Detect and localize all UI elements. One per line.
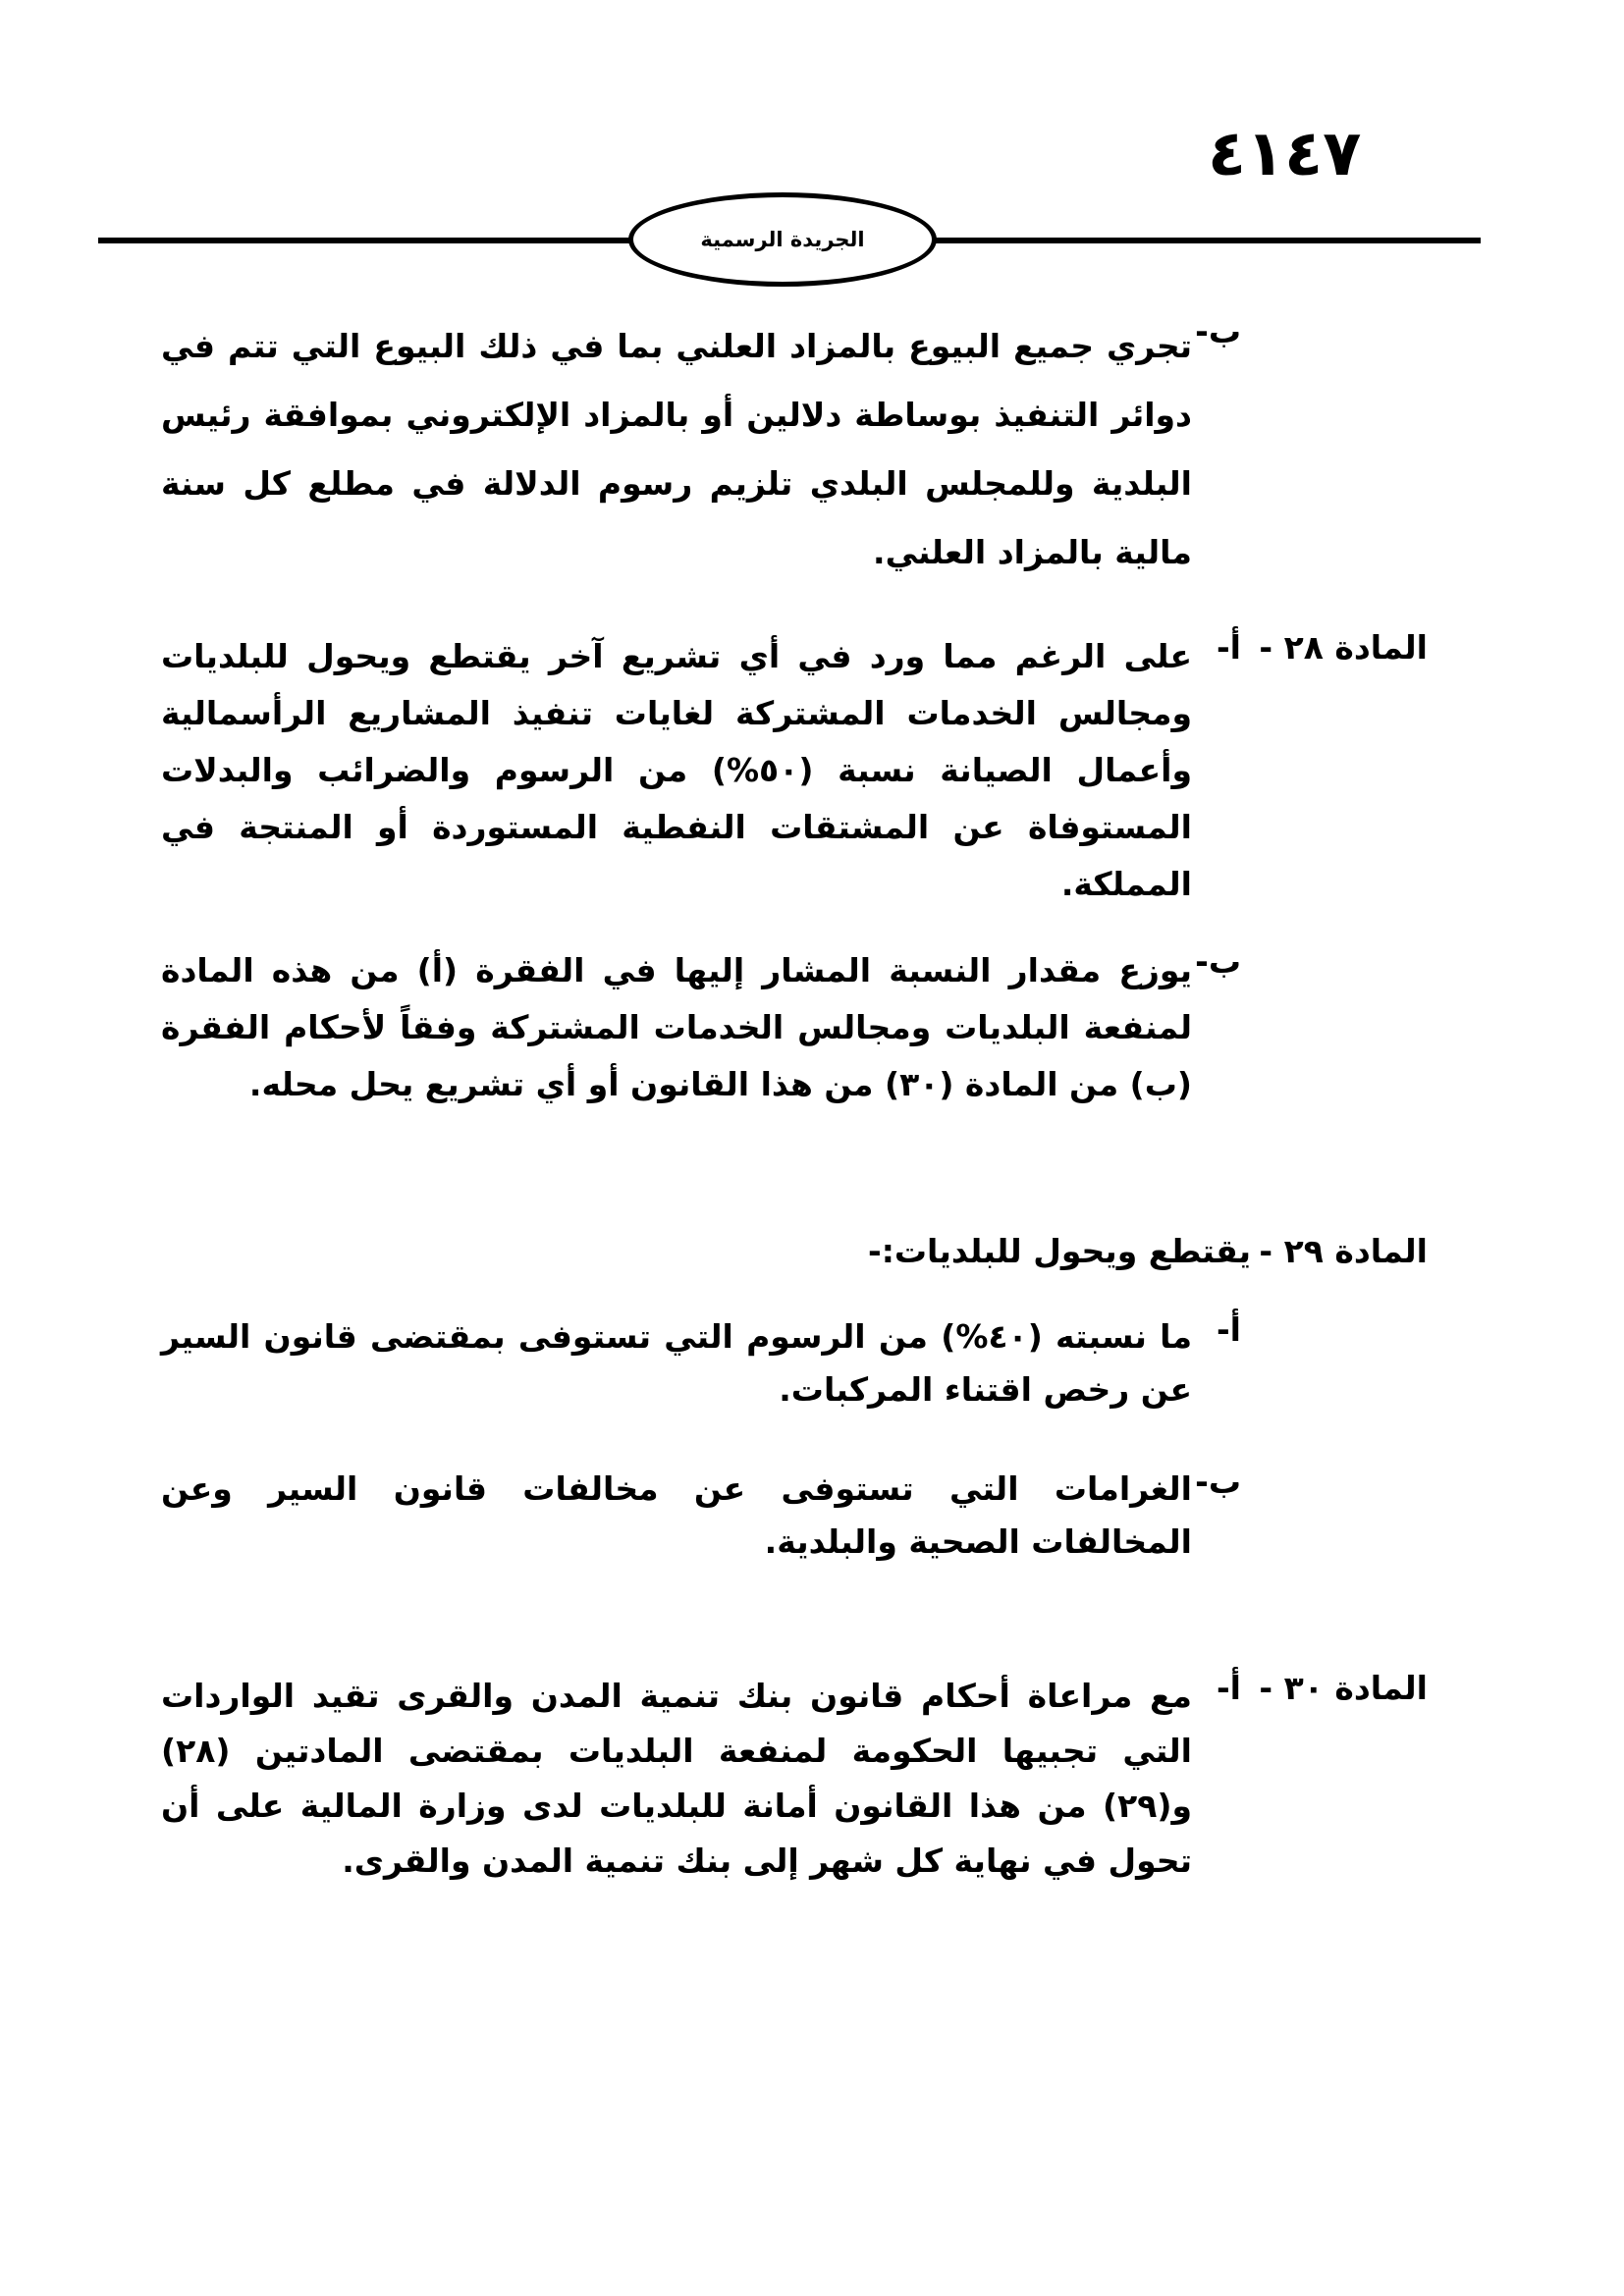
clause-text: على الرغم مما ورد في أي تشريع آخر يقتطع ويحول للبلديات ومجالس الخدمات المشتركة لغايات تنفيذ المشاريع الرأسمالية وأعمال الصيانة نسبة (٥٠%) من الرسوم والضرائب والبدلات المستوفاة عن المشتقات النفطية المستوردة أو المنتجة في المملكة. <box>161 637 1192 903</box>
gazette-header <box>628 192 937 287</box>
article-intro: يقتطع ويحول للبلديات:- <box>868 1232 1251 1270</box>
gazette-title: الجريدة الرسمية <box>700 228 865 251</box>
clause-marker: أ- <box>1216 1310 1241 1349</box>
clause-marker: ب- <box>1195 942 1241 981</box>
clause-text: يوزع مقدار النسبة المشار إليها في الفقرة (أ) من هذه المادة لمنفعة البلديات ومجالس الخدمات المشتركة وفقاً لأحكام الفقرة (ب) من المادة (٣٠) من هذا القانون أو أي تشريع يحل محله. <box>161 951 1192 1103</box>
clause-text: تجري جميع البيوع بالمزاد العلني بما في ذلك البيوع التي تتم في دوائر التنفيذ بوساطة دلالين أو بالمزاد الإلكتروني بموافقة رئيس البلدية وللمجلس البلدي تلزيم رسوم الدلالة في مطلع كل سنة مالية بالمزاد العلني. <box>161 327 1192 571</box>
clause-marker: أ- <box>1216 1669 1241 1707</box>
article-label: المادة ٣٠ - <box>1259 1669 1428 1707</box>
clause-text: ما نسبته (٤٠%) من الرسوم التي تستوفى بمقتضى قانون السير عن رخص اقتناء المركبات. <box>161 1317 1193 1409</box>
article-label: المادة ٢٩ - <box>1259 1232 1428 1270</box>
clause-text: الغرامات التي تستوفى عن مخالفات قانون السير وعن المخالفات الصحية والبلدية. <box>161 1469 1192 1561</box>
page-number: ٤١٤٧ <box>1208 118 1362 190</box>
clause-text: مع مراعاة أحكام قانون بنك تنمية المدن والقرى تقيد الواردات التي تجبيها الحكومة لمنفعة البلديات بمقتضى المادتين (٢٨) و(٢٩) من هذا القانون أمانة للبلديات لدى وزارة المالية على أن تحول في نهاية كل شهر إلى بنك تنمية المدن والقرى. <box>161 1677 1192 1880</box>
clause-marker: أ- <box>1216 628 1241 667</box>
clause-marker: ب- <box>1195 312 1241 350</box>
article-label: المادة ٢٨ - <box>1259 628 1428 667</box>
clause-marker: ب- <box>1195 1463 1241 1501</box>
